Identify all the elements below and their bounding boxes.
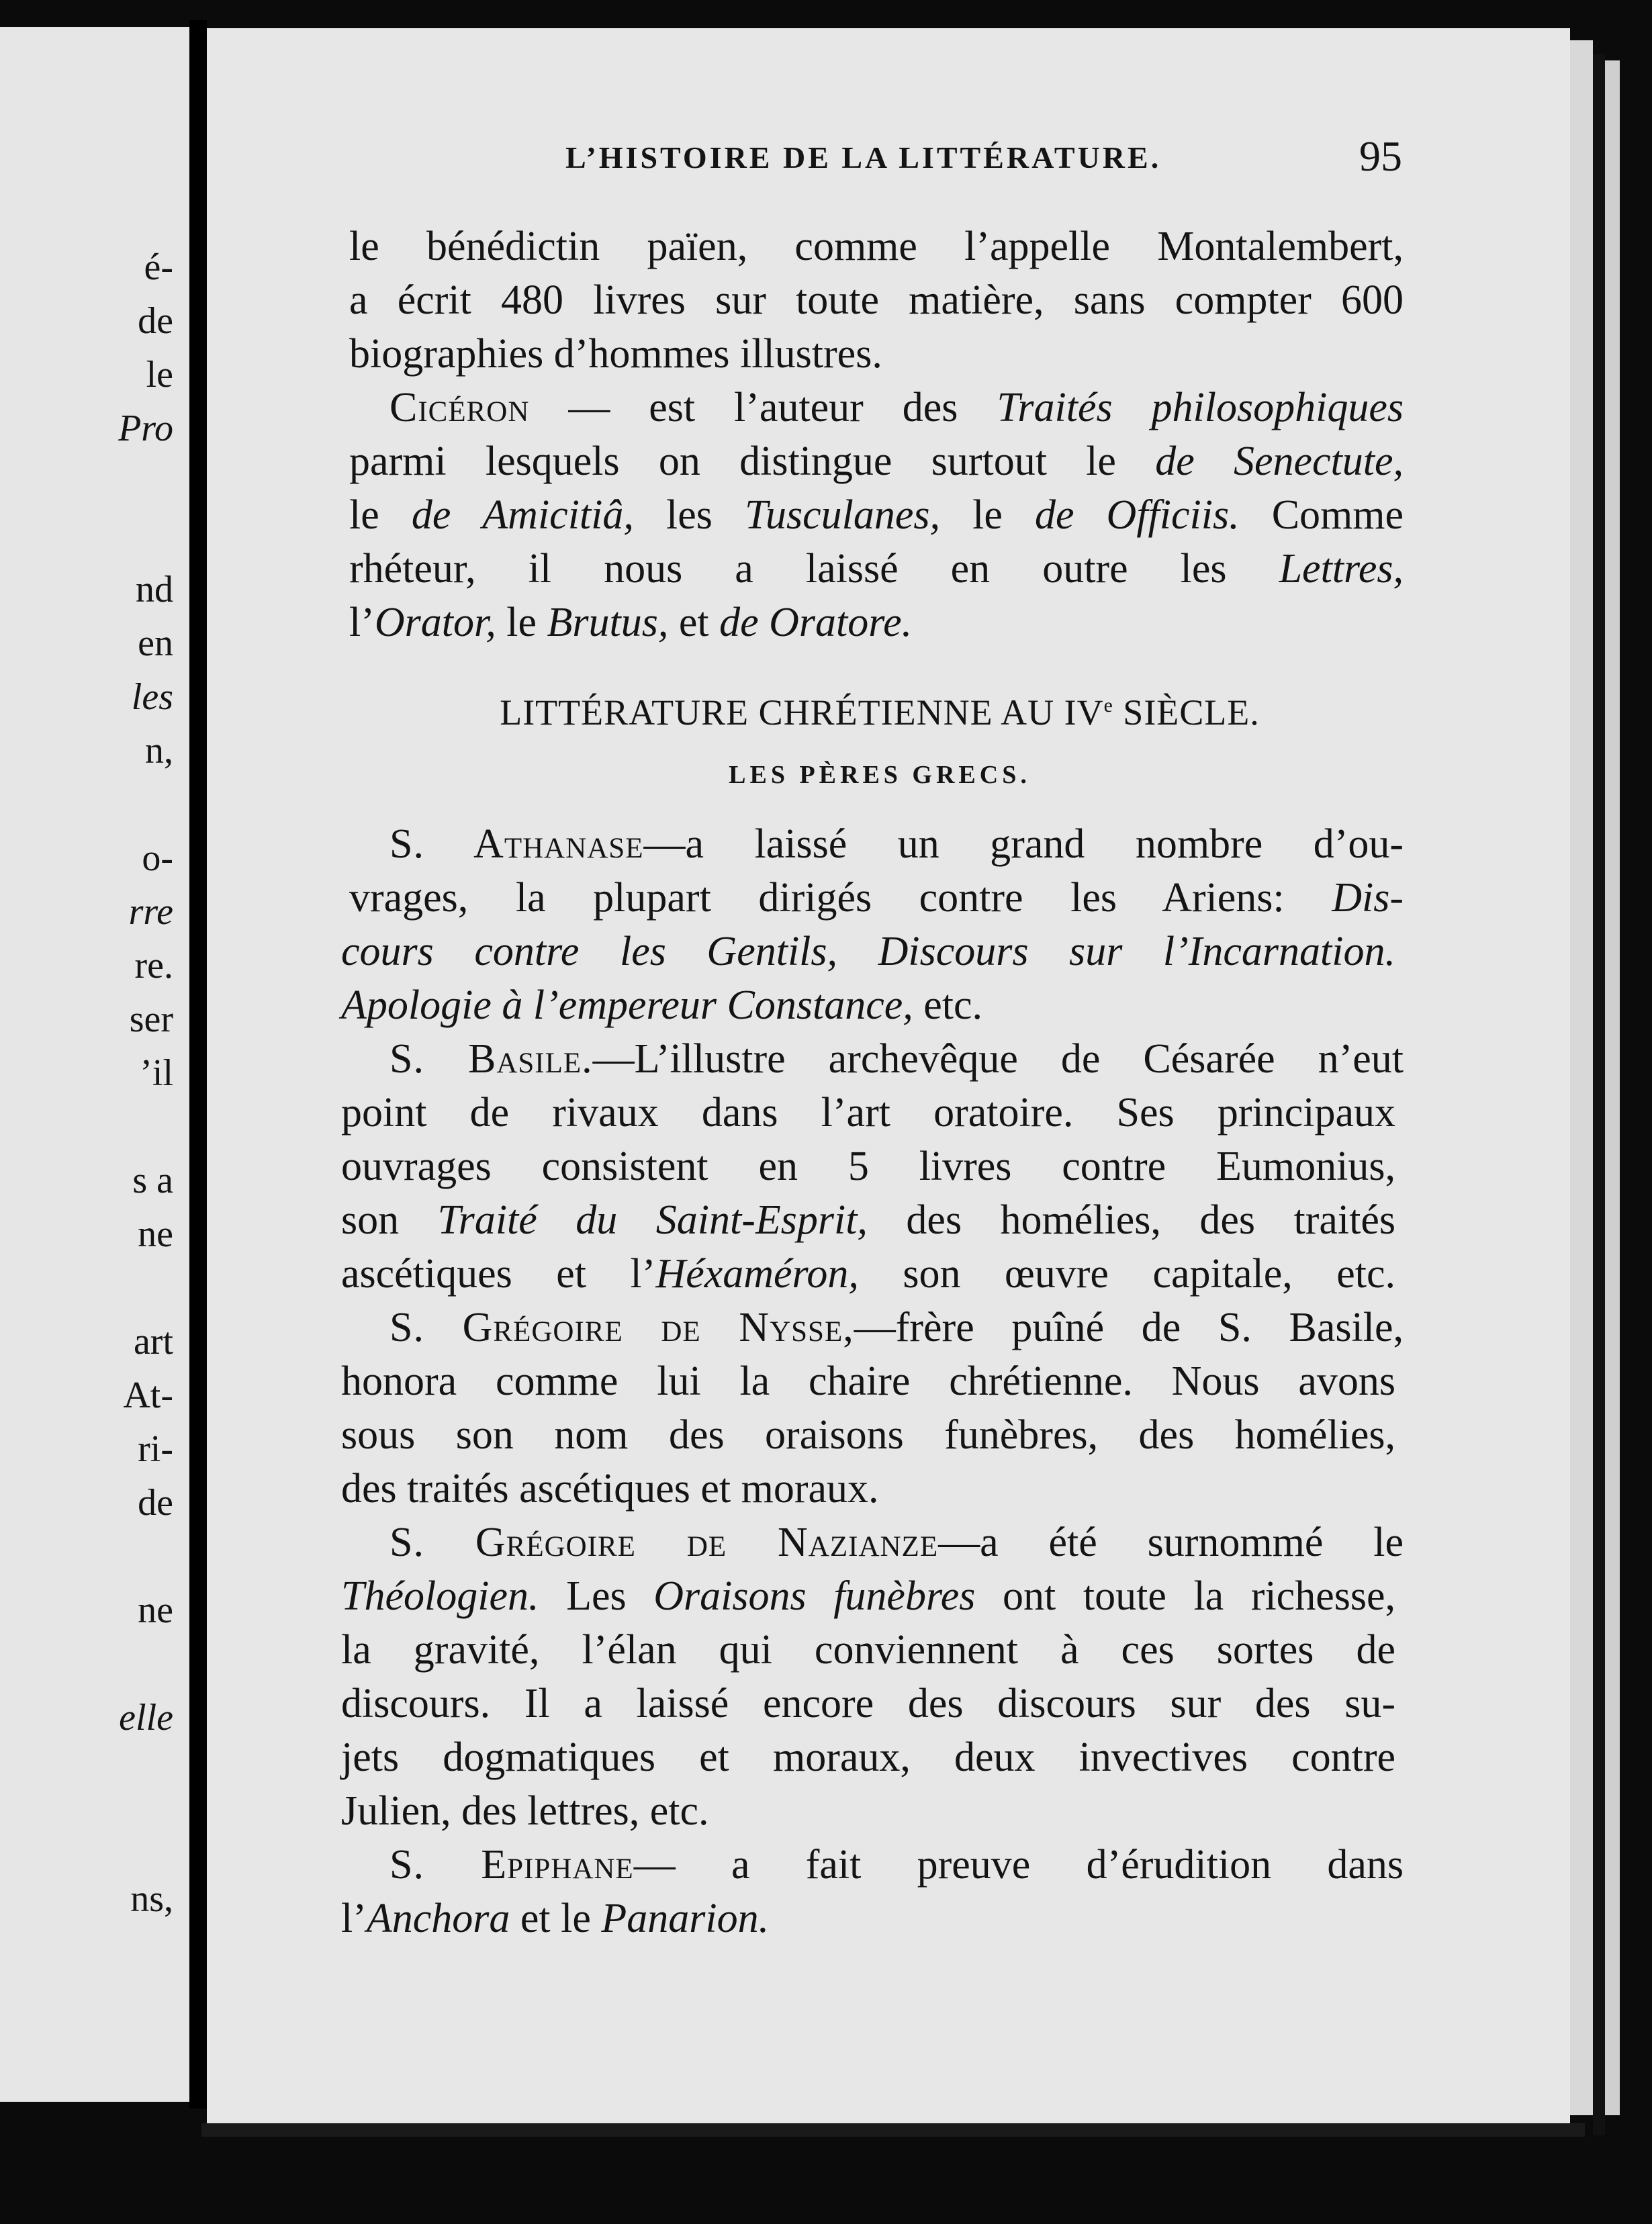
text-line	[389, 1522, 1404, 1563]
text-line	[341, 1575, 1395, 1617]
text-run: le	[940, 492, 1035, 538]
work-title: Brutus,	[547, 600, 669, 645]
facing-page-edge	[0, 27, 189, 2102]
text-run: ont toute la richesse,	[975, 1573, 1395, 1619]
text-line	[341, 1199, 1395, 1241]
facing-page-fragment: de	[138, 300, 173, 342]
heading-text: LITTÉRATURE CHRÉTIENNE AU IV	[500, 692, 1104, 733]
section-subheading: LES PÈRES GRECS.	[729, 761, 1031, 789]
text-line	[341, 1090, 1395, 1136]
work-title: de Oratore.	[719, 600, 913, 645]
facing-page-fragment: elle	[119, 1697, 173, 1739]
facing-page-fragment: o-	[142, 837, 173, 879]
facing-page-fragment: n,	[145, 730, 173, 772]
book-spine-gutter	[189, 20, 207, 2109]
text-run: —a été surnommé le	[938, 1520, 1404, 1565]
text-run: son œuvre capitale, etc.	[858, 1251, 1395, 1297]
text-line	[341, 1414, 1395, 1456]
work-title: Héxaméron,	[655, 1251, 859, 1297]
author-name: S. Basile.	[389, 1036, 593, 1082]
text-run: biographies d’hommes illustres.	[349, 331, 882, 377]
page-bottom-shadow	[201, 2123, 1585, 2137]
author-name: S. Athanase	[389, 821, 644, 867]
section-heading	[416, 692, 1343, 733]
heading-superscript: e	[1103, 695, 1113, 716]
text-run: le	[496, 600, 547, 645]
facing-page-fragment: Pro	[118, 408, 173, 449]
facing-page-fragment: ne	[138, 1589, 173, 1631]
text-run: discours. Il a laissé encore des discours sur des su-	[341, 1681, 1395, 1726]
text-run: ouvrages consistent en 5 livres contre Eumonius,	[341, 1144, 1395, 1189]
text-line	[349, 279, 1404, 321]
work-title: Traités philosophiques	[997, 385, 1404, 430]
heading-text: SIÈCLE.	[1113, 692, 1260, 733]
text-line	[349, 333, 1404, 375]
text-line	[389, 387, 1404, 428]
facing-page-fragment: nd	[136, 569, 173, 610]
text-line	[389, 823, 1404, 865]
text-run: honora comme lui la chaire chrétienne. Nous avons	[341, 1358, 1395, 1404]
page-edge	[1570, 40, 1593, 2115]
text-line	[389, 1038, 1404, 1080]
text-line	[349, 494, 1404, 536]
text-run: a écrit 480 livres sur toute matière, sans compter 600	[349, 277, 1404, 323]
text-run: son	[341, 1197, 438, 1243]
facing-page-fragment: ns,	[130, 1878, 173, 1920]
work-title: Oraisons funèbres	[653, 1573, 976, 1619]
text-run: le	[349, 492, 412, 538]
work-title: Théologien.	[341, 1573, 539, 1619]
text-run: Julien, des lettres, etc.	[341, 1788, 709, 1834]
text-run: — est l’auteur des	[529, 385, 997, 430]
page-number: 95	[1359, 132, 1402, 180]
work-title: de Amicitiâ,	[411, 492, 634, 538]
text-line	[341, 1468, 1395, 1510]
author-name: Cicéron	[389, 385, 530, 430]
text-run: —L’illustre archevêque de Césarée n’eut	[592, 1036, 1404, 1082]
facing-page-fragment: rre	[128, 891, 173, 933]
text-line	[341, 1898, 1395, 1939]
facing-page-fragment: re.	[134, 945, 173, 986]
text-run: —frère puîné de S. Basile,	[854, 1305, 1404, 1350]
text-run: l’	[341, 1896, 367, 1941]
facing-page-fragment: s a	[132, 1160, 173, 1201]
text-run: Comme	[1239, 492, 1404, 538]
text-line	[341, 1360, 1395, 1402]
text-run: etc.	[913, 982, 983, 1028]
text-line	[341, 984, 1395, 1026]
text-run: point de rivaux dans l’art oratoire. Ses principaux	[341, 1090, 1395, 1136]
text-run: — a fait preuve d’érudition dans	[633, 1842, 1404, 1888]
text-line	[341, 1629, 1395, 1671]
facing-page-fragment: ser	[129, 999, 173, 1040]
text-run: des traités ascétiques et moraux.	[341, 1466, 879, 1512]
text-run: jets dogmatiques et moraux, deux invectives contre	[341, 1734, 1395, 1780]
text-line	[349, 226, 1404, 267]
text-line	[341, 1736, 1395, 1778]
facing-page-fragment: de	[138, 1482, 173, 1524]
text-run: l’	[349, 600, 375, 645]
text-line	[341, 1253, 1395, 1295]
text-run: des homélies, des traités	[867, 1197, 1395, 1243]
facing-page-fragment: les	[131, 676, 173, 718]
work-title: Traité du Saint-Esprit,	[437, 1197, 868, 1243]
text-run: le bénédictin païen, comme l’appelle Montalembert,	[349, 224, 1404, 269]
facing-page-fragment: en	[138, 622, 173, 664]
work-title: Panarion.	[601, 1896, 770, 1941]
facing-page-fragment: ri-	[138, 1428, 173, 1470]
work-title: de Officiis.	[1034, 492, 1240, 538]
work-title: cours contre les Gentils, Discours sur l’Incarnation.	[341, 929, 1395, 974]
text-line	[341, 1146, 1395, 1187]
running-header: L’HISTOIRE DE LA LITTÉRATURE.	[565, 140, 1162, 175]
facing-page-fragment: art	[133, 1321, 173, 1362]
text-run: et	[668, 600, 720, 645]
text-run: et le	[510, 1896, 602, 1941]
facing-page-fragment: ne	[138, 1213, 173, 1255]
text-line	[341, 931, 1395, 972]
author-name: S. Epiphane	[389, 1842, 634, 1888]
text-run: rhéteur, il nous a laissé en outre les	[349, 546, 1279, 592]
facing-page-fragment: ’il	[140, 1052, 173, 1094]
work-title: Tusculanes,	[744, 492, 941, 538]
text-line	[341, 1683, 1395, 1724]
work-title: Apologie à l’empereur Constance,	[341, 982, 913, 1028]
text-run: vrages, la plupart dirigés contre les Ariens:	[349, 875, 1332, 921]
facing-page-fragment: le	[146, 354, 173, 396]
text-line	[389, 1307, 1404, 1348]
text-run: la gravité, l’élan qui conviennent à ces sortes de	[341, 1627, 1395, 1673]
work-title: Dis-	[1332, 875, 1404, 921]
work-title: de Senectute,	[1155, 438, 1404, 484]
text-run: Les	[539, 1573, 654, 1619]
facing-page-fragment: é-	[144, 246, 173, 288]
work-title: Orator,	[374, 600, 496, 645]
text-run: —a laissé un grand nombre d’ou-	[643, 821, 1404, 867]
author-name: S. Grégoire de Nysse,	[389, 1305, 854, 1350]
work-title: Lettres,	[1279, 546, 1404, 592]
text-run: parmi lesquels on distingue surtout le	[349, 438, 1156, 484]
text-line	[349, 602, 1404, 643]
text-line	[349, 548, 1404, 590]
work-title: Anchora	[366, 1896, 510, 1941]
text-run: sous son nom des oraisons funèbres, des homélies,	[341, 1412, 1395, 1458]
text-line	[349, 877, 1404, 919]
text-line	[349, 438, 1404, 484]
text-run: les	[633, 492, 745, 538]
facing-page-fragment: At-	[123, 1375, 173, 1416]
text-run: ascétiques et l’	[341, 1251, 656, 1297]
page-edge-shadow	[1593, 54, 1605, 2135]
text-line	[341, 1790, 1395, 1832]
author-name: S. Grégoire de Nazianze	[389, 1520, 939, 1565]
text-line	[389, 1844, 1404, 1886]
page-stack-edge	[1605, 60, 1620, 2115]
